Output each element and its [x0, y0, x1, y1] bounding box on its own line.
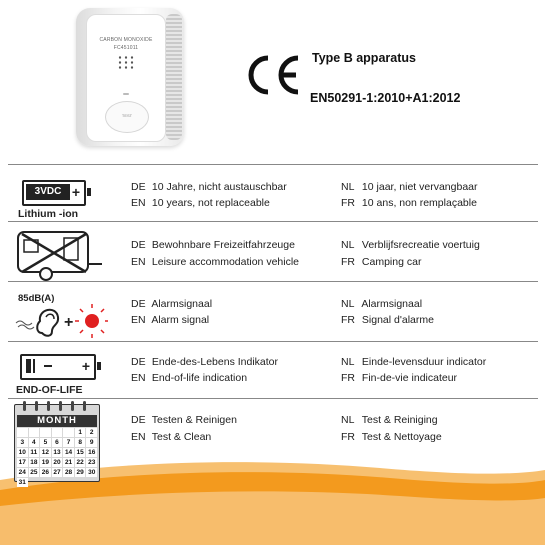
calendar-day: 16 [88, 449, 96, 456]
alarm-ear-light-icon [12, 289, 108, 349]
calendar-day: 26 [41, 469, 50, 476]
text-en: EN Leisure accommodation vehicle [131, 256, 299, 268]
table-row [0, 289, 545, 349]
text-en: EN Test & Clean [131, 431, 212, 443]
calendar-day: 29 [76, 469, 84, 476]
text-nl: NL Verblijfsrecreatie voertuig [341, 239, 480, 251]
calendar-day: 5 [40, 438, 51, 447]
divider [8, 164, 538, 165]
table-row [0, 228, 545, 288]
text-en: EN 10 years, not replaceable [131, 197, 270, 209]
calendar-day: 6 [52, 438, 63, 447]
table-row [0, 348, 545, 408]
end-of-life-label: END-OF-LIFE [16, 384, 83, 396]
minus-icon [44, 365, 52, 367]
text-fr: FR 10 ans, non remplaçable [341, 197, 477, 209]
detector-label-line1: CARBON MONOXIDE [99, 37, 153, 43]
battery-3vdc-icon [12, 172, 108, 232]
calendar-day: 30 [88, 469, 96, 476]
calendar-day: 23 [88, 459, 96, 466]
calendar-day: 9 [86, 438, 97, 447]
calendar-day: 27 [53, 469, 61, 476]
calendar-day: 17 [18, 459, 26, 466]
plus-icon: + [71, 184, 80, 200]
calendar-day: 1 [75, 428, 86, 437]
calendar-month-label: MONTH [17, 415, 97, 427]
text-de: DE Bewohnbare Freizeitfahrzeuge [131, 239, 295, 251]
text-de: DE 10 Jahre, nicht austauschbar [131, 181, 287, 193]
calendar-day: 12 [41, 449, 50, 456]
text-de: DE Ende-des-Lebens Indikator [131, 356, 279, 368]
calendar-day: 13 [53, 449, 61, 456]
text-en: EN Alarm signal [131, 314, 210, 326]
calendar-day: 3 [17, 438, 28, 447]
calendar-day: 8 [75, 438, 86, 447]
calendar-day: 15 [76, 449, 84, 456]
battery-voltage: 3VDC [26, 184, 70, 200]
apparatus-type: Type B apparatus [312, 51, 416, 65]
table-row [0, 405, 545, 465]
detector-face [86, 14, 166, 142]
ear-and-light-icon [12, 303, 108, 343]
calendar-day: 11 [30, 449, 38, 456]
text-fr: FR Signal d'alarme [341, 314, 434, 326]
battery-type-label: Lithium -ion [18, 208, 79, 220]
detector-label-line2: FC451011 [113, 45, 139, 51]
table-row [0, 172, 545, 232]
text-de: DE Alarmsignaal [131, 298, 213, 310]
text-nl: NL Test & Reiniging [341, 414, 438, 426]
text-fr: FR Test & Nettoyage [341, 431, 442, 443]
calendar-day: 20 [53, 459, 61, 466]
calendar-day: 14 [64, 449, 73, 456]
calendar-day: 18 [30, 459, 38, 466]
smoke-detector-photo [76, 8, 184, 146]
calendar-day: 10 [18, 449, 26, 456]
sound-holes [117, 55, 135, 69]
calendar-day: 7 [63, 438, 74, 447]
calendar-day: 21 [64, 459, 73, 466]
calendar-day: 4 [29, 438, 40, 447]
detector-led [123, 93, 129, 95]
calendar-day: 22 [76, 459, 84, 466]
calendar-day: 19 [41, 459, 50, 466]
svg-text:+: + [64, 314, 74, 331]
detector-test-label: TEST [121, 113, 133, 118]
text-nl: NL Einde-levensduur indicator [341, 356, 487, 368]
end-of-life-battery-icon [12, 348, 108, 408]
text-nl: NL Alarmsignaal [341, 298, 423, 310]
text-en: EN End-of-life indication [131, 372, 248, 384]
detector-test-button [105, 101, 149, 133]
text-de: DE Testen & Reinigen [131, 414, 237, 426]
calendar-day: 24 [18, 469, 26, 476]
detector-grille [166, 14, 182, 140]
text-fr: FR Fin-de-vie indicateur [341, 372, 458, 384]
crossed-caravan-icon [12, 228, 108, 288]
decibel-label: 85dB(A) [18, 293, 55, 304]
ce-mark-icon [244, 54, 302, 96]
calendar-day: 2 [86, 428, 97, 437]
text-fr: FR Camping car [341, 256, 422, 268]
standard-reference: EN50291-1:2010+A1:2012 [310, 91, 461, 105]
calendar-day: 28 [64, 469, 73, 476]
calendar-day: 31 [18, 479, 26, 486]
plus-icon: + [81, 358, 90, 374]
calendar-day: 25 [30, 469, 38, 476]
text-nl: NL 10 jaar, niet vervangbaar [341, 181, 478, 193]
